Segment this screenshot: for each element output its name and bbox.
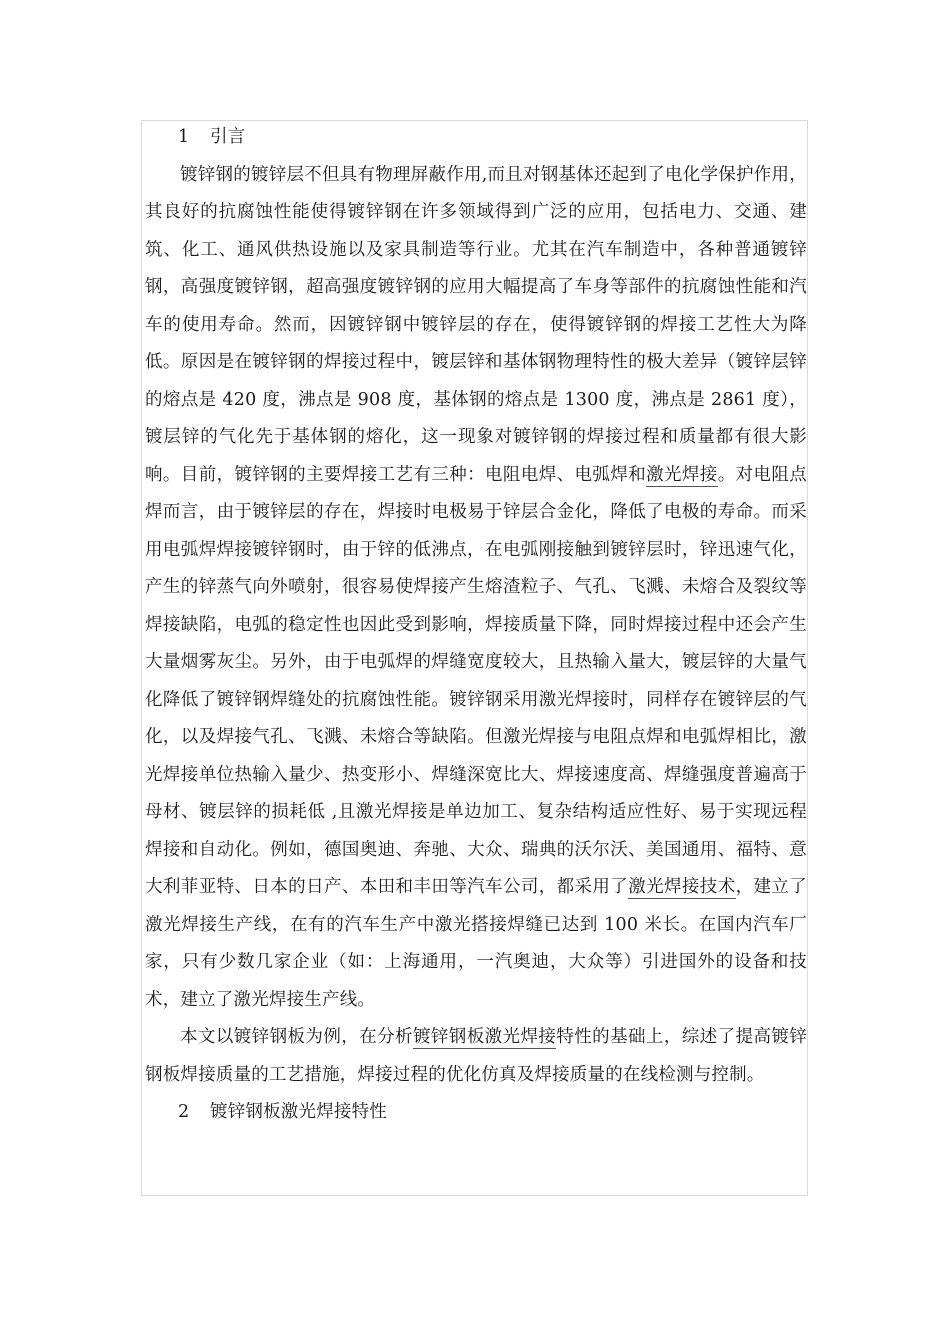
document-body: [145, 119, 807, 1132]
section-heading-characteristics: [145, 1094, 807, 1132]
paragraph-text: 特性的基础上，综述了提高镀锌钢板焊接质量的工艺措施，焊接过程的优化仿真及焊接质量的在线检测与控制。: [145, 1027, 807, 1085]
section-title: 镀锌钢板激光焊接特性: [210, 1102, 387, 1122]
paragraph-text: ，建立了激光焊接生产线，在有的汽车生产中激光搭接焊缝已达到 100 米长。在国内汽车厂家，只有少数几家企业（如：上海通用，一汽奥迪，大众等）引进国外的设备和技术，建立了激光焊接生产线。: [145, 877, 807, 1010]
paragraph-text: 镀锌钢的镀锌层不但具有物理屏蔽作用,而且对钢基体还起到了电化学保护作用，其良好的抗腐蚀性能使得镀锌钢在许多领域得到广泛的应用，包括电力、交通、建筑、化工、通风供热设施以及家具制造等行业。尤其在汽车制造中，各种普通镀锌钢，高强度镀锌钢，超高强度镀锌钢的应用大幅提高了车身等部件的抗腐蚀性能和汽车的使用寿命。然而，因镀锌钢中镀锌层的存在，使得镀锌钢的焊接工艺性大为降低。原因是在镀锌钢的焊接过程中，镀层锌和基体钢物理特性的极大差异（镀锌层锌的熔点是 420 度，沸点是 908 度，基体钢的熔点是 1300 度，沸点是 2861 度），镀层锌的气化先于基体钢的熔化，这一现象对镀锌钢的焊接过程和质量都有很大影响。目前，镀锌钢的主要焊接工艺有三种：电阻电焊、电弧焊和: [145, 164, 807, 485]
link-galvanized-sheet-laser-welding[interactable]: 镀锌钢板激光焊接: [412, 1027, 557, 1047]
section-number: 1: [178, 127, 190, 147]
section-heading-intro: [145, 119, 807, 157]
link-laser-welding[interactable]: 激光焊接: [646, 464, 718, 485]
link-laser-welding-technology[interactable]: 激光焊接技术: [628, 877, 736, 897]
paragraph-intro: [145, 157, 807, 1020]
paragraph-text: 。对电阻点焊而言，由于镀锌层的存在，焊接时电极易于锌层合金化，降低了电极的寿命。而采用电弧焊焊接镀锌钢时，由于锌的低沸点，在电弧刚接触到镀锌层时，锌迅速气化，产生的锌蒸气向外喷射，很容易使焊接产生熔渣粒子、气孔、飞溅、未熔合及裂纹等焊接缺陷，电弧的稳定性也因此受到影响，焊接质量下降，同时焊接过程中还会产生大量烟雾灰尘。另外，由于电弧焊的焊缝宽度较大，且热输入量大，镀层锌的大量气化降低了镀锌钢焊缝处的抗腐蚀性能。镀锌钢采用激光焊接时，同样存在镀锌层的气化，以及焊接气孔、飞溅、未熔合等缺陷。但激光焊接与电阻点焊和电弧焊相比，激光焊接单位热输入量少、热变形小、焊缝深宽比大、焊接速度高、焊缝强度普遍高于母材、镀层锌的损耗低 ,且激光焊接是单边加工、复杂结构适应性好、易于实现远程焊接和自动化。例如，德国奥迪、奔驰、大众、瑞典的沃尔沃、美国通用、福特、意大利菲亚特、日本的日产、本田和丰田等汽车公司，都采用了: [145, 464, 807, 897]
section-number: 2: [178, 1102, 190, 1122]
paragraph-text: 本文以镀锌钢板为例，在分析: [180, 1027, 413, 1047]
section-title: 引言: [210, 127, 246, 147]
paragraph-scope: [145, 1019, 807, 1094]
